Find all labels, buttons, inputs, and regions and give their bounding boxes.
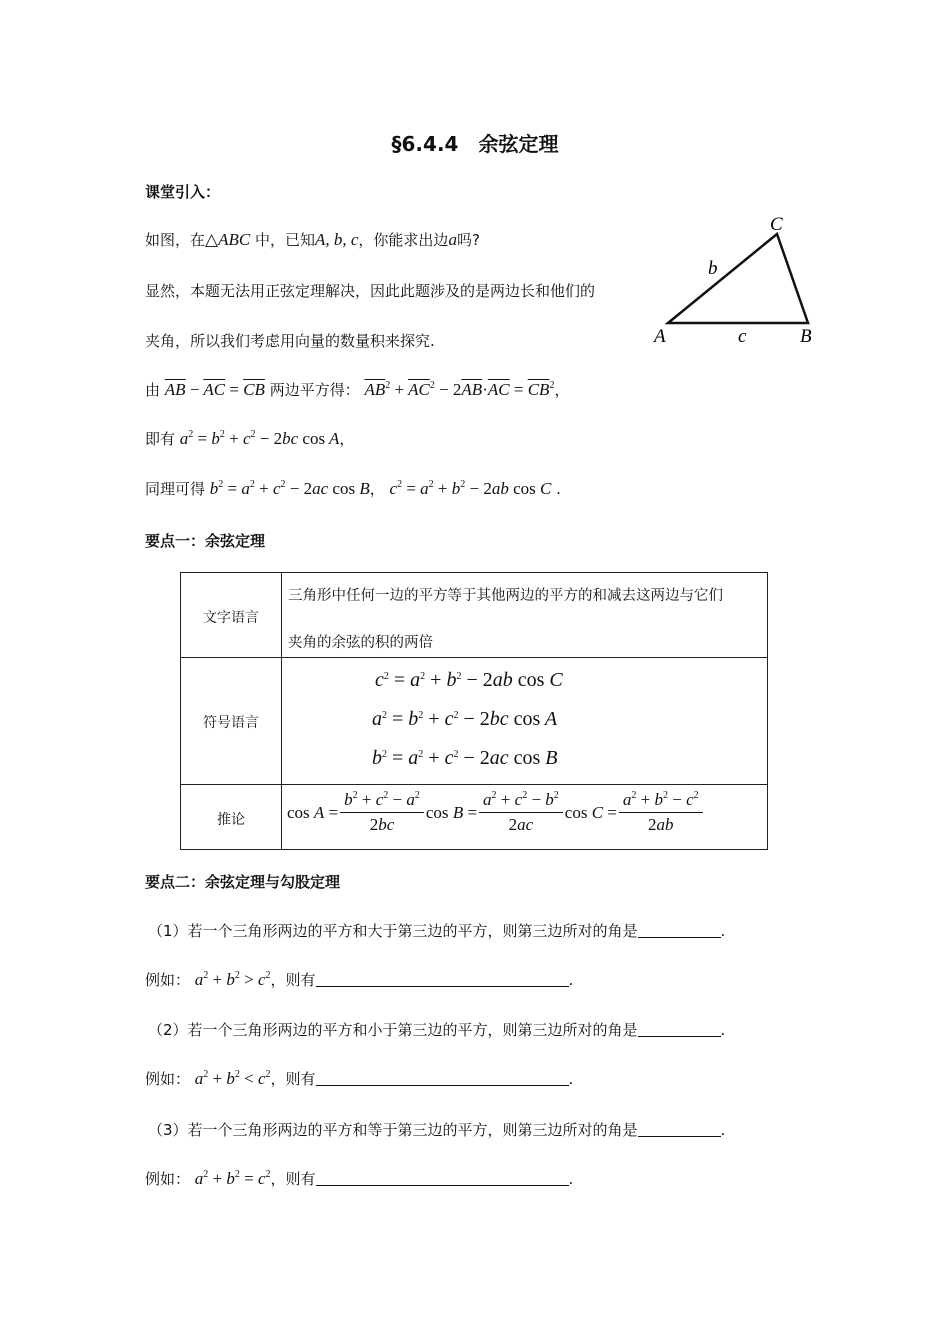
- example-blank-1[interactable]: [316, 972, 569, 987]
- example-3-mid: ，则有: [270, 1170, 316, 1188]
- line4-mid: 两边平方得：: [269, 381, 360, 399]
- line1-a: a: [448, 230, 457, 249]
- intro-line-1: [145, 229, 480, 250]
- period: .: [720, 1021, 726, 1039]
- period: .: [720, 922, 726, 940]
- law-of-cosines-table: [180, 572, 768, 850]
- line6-pre: 同理可得: [145, 480, 206, 498]
- answer-blank-3[interactable]: [638, 1122, 721, 1137]
- intro-line-4: 由 $\overline{AB} - \overline{AC} = \overline{CB}$ 两边平方得： $\overline{AB}^2 + \overline{AC}^2 - 2\overline{AB}\cdot\overline{AC} = \overline{CB}^2$，: [145, 380, 570, 399]
- law-of-cosines-b: $b^2 = a^2 + c^2 - 2ac$ cos B: [209, 479, 370, 498]
- intro-line-2: 显然，本题无法用正弦定理解决，因此此题涉及的是两边长和他们的: [145, 282, 596, 300]
- law-of-cosines-a: $a^2 = b^2 + c^2 - 2bc$ cos A: [179, 429, 340, 448]
- example-2-pre: 例如：: [145, 1070, 191, 1088]
- row-text-line-1: 三角形中任何一边的平方等于其他两边的平方的和减去这两边与它们: [288, 588, 723, 604]
- vertex-label-b: B: [800, 326, 812, 347]
- period: .: [568, 1170, 574, 1188]
- table-col-divider: [281, 573, 282, 849]
- line1-abc: ABC: [218, 230, 251, 249]
- period: .: [568, 1070, 574, 1088]
- line1-vars: A, b, c: [314, 230, 359, 249]
- line5-pre: 即有: [145, 430, 176, 448]
- line4-pre: 由: [145, 381, 161, 399]
- intro-line-6: 同理可得 $b^2 = a^2 + c^2 - 2ac$ cos B， $c^2 = a^2 + b^2 - 2ab$ cos C .: [145, 479, 561, 498]
- triangle-figure: [640, 208, 830, 348]
- symbol-formula-b: $b^2 = a^2 + c^2 - 2ac$ cos B: [372, 747, 558, 769]
- line1-mid: 中，已知: [250, 231, 315, 249]
- side-label-c: c: [738, 326, 747, 347]
- corollary-formulas: cos A = $\frac{b^2 + c^2 - a^2}{2bc}$ cos B = $\frac{a^2 + c^2 - b^2}{2ac}$ cos C = $\frac{a^2 + b^2 - c^2}{2ab}$: [287, 790, 705, 835]
- row-head-symbol: 符号语言: [203, 715, 259, 731]
- example-blank-2[interactable]: [316, 1071, 569, 1086]
- row-head-corollary: 推论: [217, 812, 245, 828]
- line1-end: 吗?: [456, 231, 480, 249]
- vertex-label-a: A: [654, 326, 666, 347]
- period: .: [720, 1121, 726, 1139]
- example-1: [145, 969, 573, 990]
- vector-equation: $\overline{AB} - \overline{AC} = \overline{CB}$: [164, 380, 265, 399]
- section1-heading: 要点一：余弦定理: [145, 532, 266, 550]
- answer-blank-1[interactable]: [638, 923, 721, 938]
- question-3: [148, 1119, 725, 1140]
- line6-end: .: [556, 480, 561, 498]
- section2-heading: 要点二：余弦定理与勾股定理: [145, 873, 341, 891]
- question-2-text: （2）若一个三角形两边的平方和小于第三边的平方，则第三边所对的角是: [148, 1021, 638, 1039]
- question-2: [148, 1019, 725, 1040]
- line1-post: ，你能求出边: [358, 231, 449, 249]
- example-2: [145, 1068, 573, 1089]
- example-3-formula: $a^2 + b^2 = c^2$: [194, 1169, 271, 1188]
- triangle-symbol: △: [205, 230, 219, 250]
- law-of-cosines-c: $c^2 = a^2 + b^2 - 2ab$ cos C: [389, 479, 552, 498]
- vertex-label-c: C: [770, 214, 783, 235]
- row-head-text: 文字语言: [203, 610, 259, 626]
- answer-blank-2[interactable]: [638, 1022, 721, 1037]
- question-3-text: （3）若一个三角形两边的平方和等于第三边的平方，则第三边所对的角是: [148, 1121, 638, 1139]
- question-1: [148, 920, 725, 941]
- period: .: [568, 971, 574, 989]
- example-1-mid: ，则有: [270, 971, 316, 989]
- example-3-pre: 例如：: [145, 1170, 191, 1188]
- page-title: §6.4.4 余弦定理: [391, 132, 559, 156]
- example-2-formula: $a^2 + b^2 < c^2$: [194, 1069, 271, 1088]
- example-3: [145, 1168, 573, 1189]
- row-text-line-2: 夹角的余弦的积的两倍: [288, 635, 433, 651]
- triangle-shape: [668, 234, 808, 323]
- example-2-mid: ，则有: [270, 1070, 316, 1088]
- symbol-formula-a: $a^2 = b^2 + c^2 - 2bc$ cos A: [372, 708, 558, 730]
- table-row-divider-2: [181, 784, 767, 785]
- example-blank-3[interactable]: [316, 1171, 569, 1186]
- side-label-b: b: [708, 258, 718, 279]
- table-row-divider-1: [181, 657, 767, 658]
- vector-squared-equation: $\overline{AB}^2 + \overline{AC}^2 - 2\overline{AB}\cdot\overline{AC} = \overline{CB}^2$: [364, 380, 555, 399]
- line1-pre: 如图，在: [145, 231, 206, 249]
- intro-heading: 课堂引入：: [145, 183, 221, 201]
- symbol-formula-c: $c^2 = a^2 + b^2 - 2ab$ cos C: [375, 669, 563, 691]
- intro-line-3: 夹角，所以我们考虑用向量的数量积来探究.: [145, 332, 435, 350]
- example-1-pre: 例如：: [145, 971, 191, 989]
- question-1-text: （1）若一个三角形两边的平方和大于第三边的平方，则第三边所对的角是: [148, 922, 638, 940]
- intro-line-5: 即有 $a^2 = b^2 + c^2 - 2bc$ cos A，: [145, 429, 355, 448]
- example-1-formula: $a^2 + b^2 > c^2$: [194, 970, 271, 989]
